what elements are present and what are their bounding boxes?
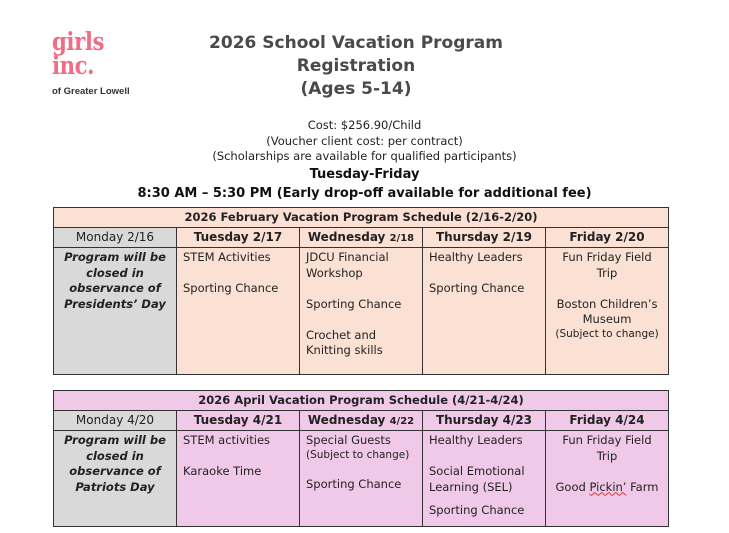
title-line-1: 2026 School Vacation Program [209, 33, 503, 53]
thursday-activities [423, 248, 546, 375]
activity: Karaoke Time [183, 464, 262, 478]
closed-notice: Program will be closed in observance of Presidents’ Day [54, 248, 177, 375]
title-line-2: Registration [296, 56, 416, 76]
header-friday: Friday 4/24 [546, 411, 669, 431]
activity [552, 480, 662, 496]
girls-inc-logo [52, 27, 172, 97]
header-wednesday [300, 228, 423, 248]
header-friday: Friday 2/20 [546, 228, 669, 248]
activity: Sporting Chance [306, 477, 402, 491]
spellcheck-underlined-word: Pickin’ [589, 479, 627, 494]
table-row [54, 431, 669, 527]
table-row [54, 248, 669, 375]
activity-part: Farm [626, 479, 659, 494]
header-thursday: Thursday 2/19 [423, 228, 546, 248]
activity: Sporting Chance [183, 281, 279, 295]
scholarship-text: (Scholarships are available for qualified participants) [212, 149, 517, 163]
page-title [170, 32, 542, 101]
table-header-row [54, 411, 669, 431]
cost-text: Cost: $256.90/Child [307, 118, 422, 132]
tuesday-activities [177, 248, 300, 375]
activity: Healthy Leaders [429, 433, 523, 447]
friday-activities [546, 248, 669, 375]
activity: Crochet and Knitting skills [306, 327, 383, 357]
header-tuesday: Tuesday 4/21 [177, 411, 300, 431]
activity-note: (Subject to change) [306, 448, 410, 461]
table-title-row [54, 208, 669, 228]
header-tuesday: Tuesday 2/17 [177, 228, 300, 248]
program-days: Tuesday-Friday [309, 166, 420, 182]
activity: Boston Children’s Museum [556, 296, 658, 326]
activity: STEM activities [183, 433, 271, 447]
activity: Sporting Chance [306, 296, 402, 311]
logo-line-inc: inc. [52, 51, 95, 80]
activity-note: (Subject to change) [555, 327, 659, 340]
logo-line-girls: girls [52, 27, 105, 56]
header-wednesday-date: 4/22 [389, 416, 415, 427]
header-wednesday-label: Wednesday [307, 413, 386, 427]
april-schedule-table [53, 390, 669, 527]
april-table-title: 2026 April Vacation Program Schedule (4/21-4/24) [54, 391, 669, 411]
header-thursday: Thursday 4/23 [423, 411, 546, 431]
title-line-3: (Ages 5-14) [300, 79, 412, 99]
february-schedule-table [53, 207, 669, 375]
header-wednesday [300, 411, 423, 431]
closed-notice: Program will be closed in observance of Patriots Day [54, 431, 177, 527]
thursday-activities [423, 431, 546, 527]
header-monday: Monday 2/16 [54, 228, 177, 248]
activity: Healthy Leaders [429, 250, 523, 264]
table-header-row [54, 228, 669, 248]
wednesday-activities [300, 248, 423, 375]
activity: Fun Friday Field Trip [562, 250, 652, 280]
activity: STEM Activities [183, 250, 271, 264]
tuesday-activities [177, 431, 300, 527]
activity-part: Good [555, 479, 590, 494]
program-info [0, 118, 729, 204]
activity: JDCU Financial Workshop [306, 250, 389, 280]
february-table-title: 2026 February Vacation Program Schedule (2/16-2/20) [54, 208, 669, 228]
activity: Fun Friday Field Trip [562, 433, 652, 463]
friday-activities [546, 431, 669, 527]
activity: Social Emotional Learning (SEL) [429, 464, 525, 494]
program-hours: 8:30 AM – 5:30 PM (Early drop-off available for additional fee) [137, 185, 592, 201]
table-title-row [54, 391, 669, 411]
voucher-text: (Voucher client cost: per contract) [266, 133, 463, 148]
logo-subtitle: of Greater Lowell [52, 86, 130, 97]
activity: Sporting Chance [429, 281, 525, 295]
header-wednesday-label: Wednesday [307, 230, 386, 244]
wednesday-activities [300, 431, 423, 527]
header-wednesday-date: 2/18 [389, 233, 415, 244]
activity: Special Guests [306, 433, 391, 447]
header-monday: Monday 4/20 [54, 411, 177, 431]
activity: Sporting Chance [429, 503, 525, 517]
